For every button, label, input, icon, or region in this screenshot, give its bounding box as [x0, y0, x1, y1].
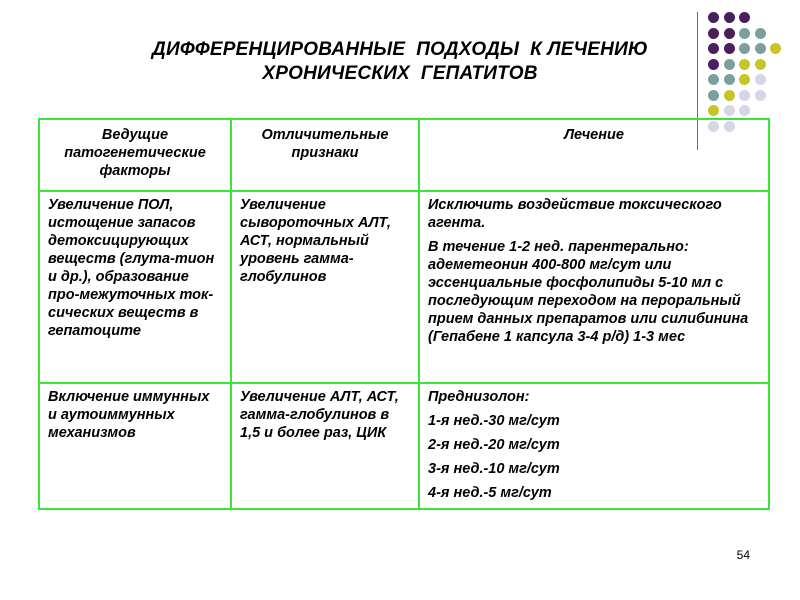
decorative-dot: [724, 90, 735, 101]
slide-title-line-2: ХРОНИЧЕСКИХ ГЕПАТИТОВ: [262, 63, 538, 84]
row-2-treatment-line: Преднизолон:: [428, 389, 530, 405]
table-row: [39, 383, 769, 509]
row-2-treatment-line: 1-я нед.-30 мг/сут: [428, 413, 560, 429]
decorative-dot: [739, 105, 750, 116]
table-header-row: [39, 119, 769, 191]
row-2-factors: Включение иммунных и аутоиммунных механизмов: [39, 383, 231, 509]
decorative-dot: [739, 59, 750, 70]
decorative-dot: [724, 28, 735, 39]
row-2-treatment-line: 2-я нед.-20 мг/сут: [428, 437, 560, 453]
decorative-dot: [724, 12, 735, 23]
row-1-treatment-line: В течение 1-2 нед. парентерально: адеметеонин 400-800 мг/сут или эссенциальные фосфолипиды 5-10 мл с последующим переходом на пероральный прием данных препаратов или силибинина (Гепабене 1 капсула 3-4 р/д) 1-3 мес: [428, 239, 749, 345]
row-2-treatment-line: 3-я нед.-10 мг/сут: [428, 461, 560, 477]
decorative-dot: [755, 90, 766, 101]
slide-title: [90, 38, 710, 86]
decorative-dot: [724, 105, 735, 116]
decorative-dot: [770, 43, 781, 54]
header-signs: Отличительные признаки: [231, 119, 419, 191]
decorative-dot: [755, 43, 766, 54]
decorative-dot: [708, 59, 719, 70]
header-factors: Ведущие патогенетические факторы: [39, 119, 231, 191]
decorative-dot: [708, 105, 719, 116]
decorative-dot: [739, 90, 750, 101]
header-treatment: Лечение: [419, 119, 769, 191]
decorative-dot: [739, 74, 750, 85]
decorative-dot: [724, 74, 735, 85]
decorative-dot: [755, 28, 766, 39]
decorative-dot: [739, 43, 750, 54]
decorative-dot: [755, 59, 766, 70]
row-2-signs: Увеличение АЛТ, АСТ, гамма-глобулинов в 1,5 и более раз, ЦИК: [231, 383, 419, 509]
row-1-treatment-line: Исключить воздействие токсического агента.: [428, 197, 722, 231]
decorative-dot: [724, 43, 735, 54]
decorative-dot: [708, 28, 719, 39]
decorative-dot: [755, 74, 766, 85]
row-1-signs: Увеличение сывороточных АЛТ, АСТ, нормальный уровень гамма-глобулинов: [231, 191, 419, 383]
page-number: 54: [736, 548, 750, 562]
decorative-dot: [708, 12, 719, 23]
row-2-treatment-line: 4-я нед.-5 мг/сут: [428, 485, 552, 501]
row-2-treatment: [419, 383, 769, 509]
decorative-dot-grid: [708, 12, 792, 132]
decorative-dot: [708, 90, 719, 101]
decorative-dot: [739, 12, 750, 23]
slide-title-line-1: ДИФФЕРЕНЦИРОВАННЫЕ ПОДХОДЫ К ЛЕЧЕНИЮ: [152, 39, 648, 60]
row-1-treatment: [419, 191, 769, 383]
decorative-dot: [708, 43, 719, 54]
decorative-dot: [708, 74, 719, 85]
table-row: [39, 191, 769, 383]
treatment-table: [38, 118, 770, 510]
row-1-factors: Увеличение ПОЛ, истощение запасов детоксицирующих веществ (глута-тион и др.), образование про-межуточных ток-сических веществ в гепатоците: [39, 191, 231, 383]
decorative-dot: [739, 28, 750, 39]
decorative-dot: [724, 59, 735, 70]
